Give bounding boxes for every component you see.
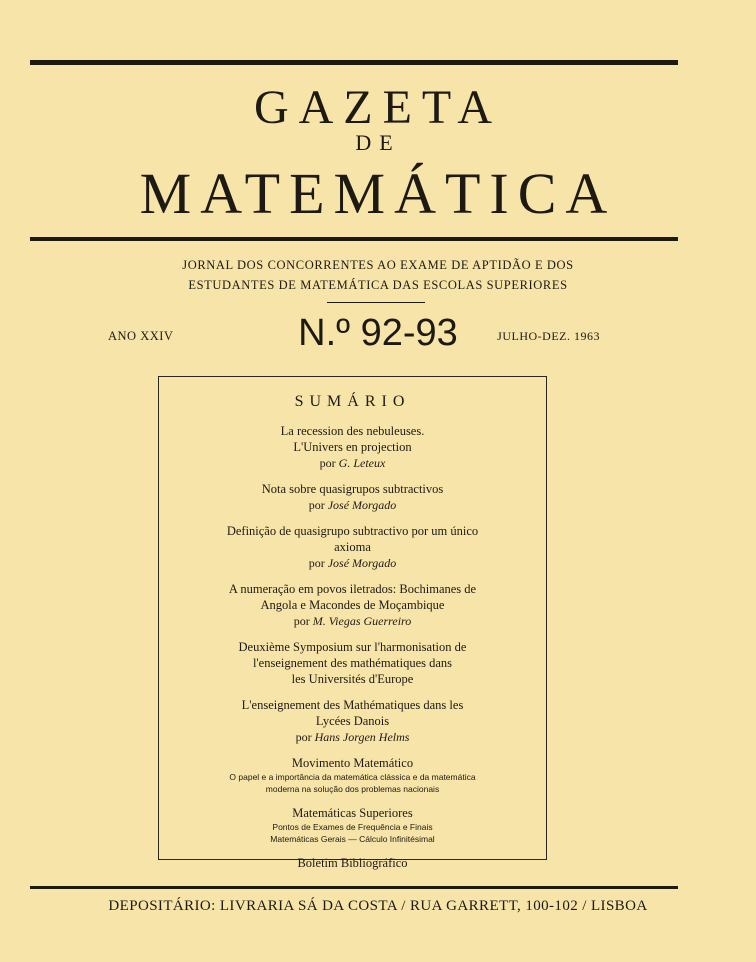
byline-prefix: por (295, 730, 312, 744)
entry-title-line: axioma (334, 540, 371, 554)
summary-entry (159, 581, 546, 629)
entry-author: Hans Jorgen Helms (314, 730, 410, 744)
entry-title-line: Boletim Bibliográfico (297, 856, 408, 870)
subtitle-line-1: JORNAL DOS CONCORRENTES AO EXAME DE APTIDÃO E DOS (182, 258, 574, 272)
subtitle-line-2: ESTUDANTES DE MATEMÁTICA DAS ESCOLAS SUPERIORES (188, 278, 568, 292)
entry-author: José Morgado (327, 556, 397, 570)
entry-subtopic-line: moderna na solução dos problemas nacionais (265, 784, 440, 794)
entry-author: G. Leteux (338, 456, 386, 470)
entry-title-line: Definição de quasigrupo subtractivo por um único (226, 524, 479, 538)
entry-title-line: Matemáticas Superiores (292, 806, 413, 820)
issue-period: JULHO-DEZ. 1963 (497, 329, 600, 343)
issue-year: ANO XXIV (108, 329, 174, 343)
entry-title-line: L'Univers en projection (293, 440, 412, 454)
masthead-matematica: MATEMÁTICA (139, 161, 617, 226)
entry-title-line: Lycées Danois (315, 714, 390, 728)
summary-entry (159, 639, 546, 687)
entry-byline (159, 729, 546, 745)
entry-byline (159, 455, 546, 471)
subtitle-divider (327, 302, 425, 303)
masthead-rule (30, 237, 678, 241)
footer-rule (30, 886, 678, 889)
masthead-de: DE (355, 130, 401, 155)
issue-number: N.º 92-93 (298, 312, 458, 354)
summary-entry (159, 697, 546, 745)
top-rule (30, 60, 678, 65)
entry-title-line: Deuxième Symposium sur l'harmonisation de (238, 640, 467, 654)
byline-prefix: por (319, 456, 336, 470)
byline-prefix: por (293, 614, 310, 628)
entry-title-line: Nota sobre quasigrupos subtractivos (261, 482, 444, 496)
summary-entry (159, 523, 546, 571)
summary-entry (159, 855, 546, 871)
summary-entry (159, 481, 546, 513)
entry-title-line: Angola e Macondes de Moçambique (260, 598, 445, 612)
entry-title-line: les Universités d'Europe (291, 672, 414, 686)
entry-title-line: L'enseignement des Mathématiques dans les (241, 698, 464, 712)
summary-box (158, 376, 547, 870)
entry-author: José Morgado (327, 498, 397, 512)
entry-title-line: Movimento Matemático (291, 756, 414, 770)
entry-byline (159, 555, 546, 571)
journal-subtitle (0, 255, 756, 295)
entry-byline (159, 613, 546, 629)
summary-entries (159, 423, 546, 871)
summary-entry (159, 805, 546, 845)
byline-prefix: por (308, 498, 325, 512)
entry-subtopic-line: Pontos de Exames de Frequência e Finais (272, 822, 433, 832)
entry-subtopic-line: O papel e a importância da matemática clássica e da matemática (229, 772, 476, 782)
entry-subtopic-line: Matemáticas Gerais — Cálculo Infinitésimal (270, 834, 435, 844)
masthead-gazeta: GAZETA (253, 81, 503, 134)
issue-info (0, 312, 756, 358)
entry-author: M. Viegas Guerreiro (312, 614, 412, 628)
entry-title-line: l'enseignement des mathématiques dans (252, 656, 453, 670)
footer-depositario: DEPOSITÁRIO: LIVRARIA SÁ DA COSTA / RUA GARRETT, 100-102 / LISBOA (108, 898, 648, 914)
entry-title-line: La recession des nebuleuses. (280, 424, 425, 438)
entry-byline (159, 497, 546, 513)
entry-title-line: A numeração em povos iletrados: Bochimanes de (228, 582, 477, 596)
summary-title: SUMÁRIO (294, 393, 411, 410)
summary-entry (159, 755, 546, 795)
summary-entry (159, 423, 546, 471)
byline-prefix: por (308, 556, 325, 570)
